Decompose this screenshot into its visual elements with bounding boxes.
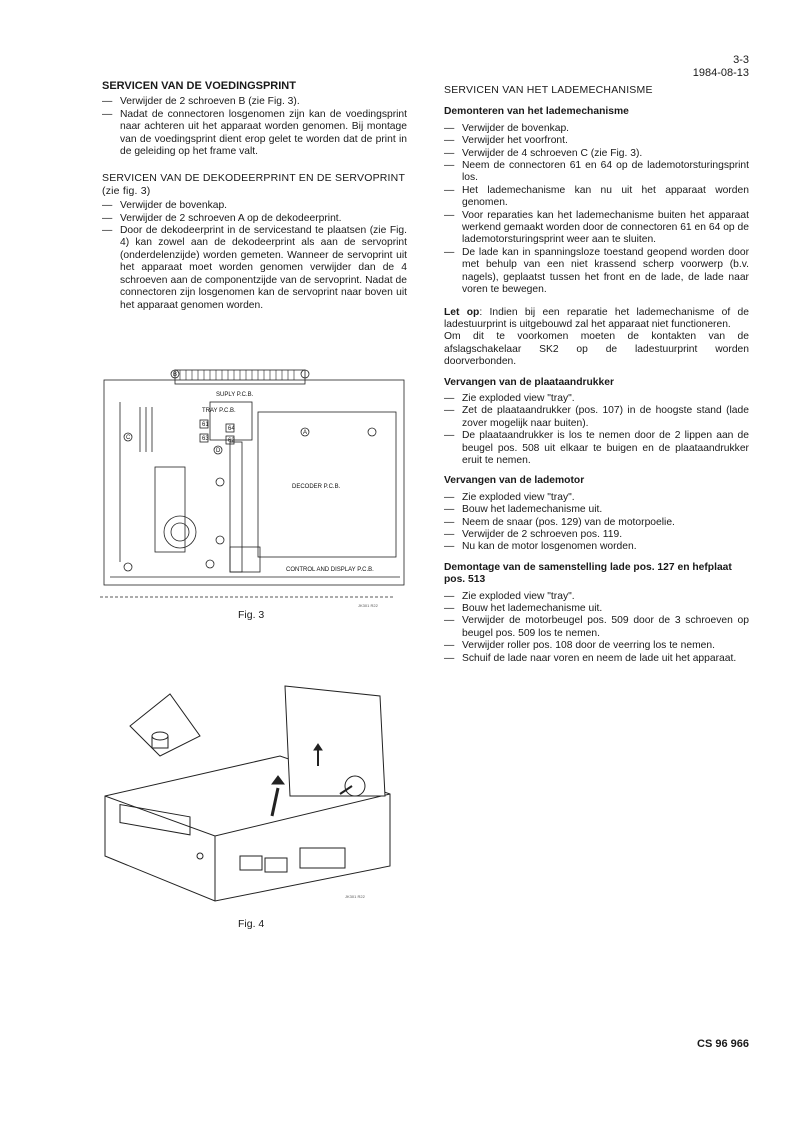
let-op-label: Let op [444,306,480,318]
screw-c-label: C [126,435,131,441]
list-item: — Neem de snaar (pos. 129) van de motorpoelie. [444,517,749,529]
supply-pcb-label: SUPLY P.C.B. [216,392,254,398]
figure-3-caption: Fig. 3 [238,609,265,621]
demonteren-list [444,123,749,297]
plaataandrukker-list [444,393,749,467]
voedingsprint-list [102,96,407,158]
figure-3-diagram [100,362,412,612]
let-op-text-2: Om dit te voorkomen moeten de kontakten van de afslagschakelaar SK2 op de ladestuurprint worden doorverbonden. [444,331,749,368]
figure-3-code: JK301 R22 [358,603,378,608]
connector-63-label: 63 [202,436,209,442]
right-column [444,84,749,669]
list-item: — De plaataandrukker is los te nemen door de 2 lippen aan de beugel pos. 508 uit elkaar te buigen en de plaataandrukker eruit te nemen. [444,430,749,467]
list-item: — Neem de connectoren 61 en 64 op de lademotorsturingsprint los. [444,160,749,185]
screw-b-label: B [173,372,178,378]
list-item: — Verwijder roller pos. 108 door de veerring los te nemen. [444,640,749,652]
connector-64-label: 64 [228,426,235,432]
list-item: — Verwijder de bovenkap. [444,123,749,135]
connector-62-label: 62 [228,438,235,444]
list-item: — Het lademechanisme kan nu uit het apparaat worden genomen. [444,185,749,210]
page-header [693,54,749,80]
lademotor-list [444,492,749,554]
connector-61-label: 61 [202,422,209,428]
document-code: CS 96 966 [697,1038,749,1050]
figure-4-diagram [100,676,400,906]
control-display-pcb-label: CONTROL AND DISPLAY P.C.B. [286,567,374,573]
list-item: — Verwijder de 4 schroeven C (zie Fig. 3). [444,148,749,160]
list-item: — Verwijder de motorbeugel pos. 509 door de 3 schroeven op beugel pos. 509 los te nemen. [444,615,749,640]
screw-d-label: D [216,448,221,454]
left-column [102,80,407,316]
tray-pcb-label: TRAY P.C.B. [202,408,236,414]
lademotor-heading: Vervangen van de lademotor [444,475,585,487]
list-item: — De lade kan in spanningsloze toestand geopend worden door met behulp van een niet krassend scherp voorwerp (b.v. nagels), geplaatst tussen het front en de lade, de lade naar voren te bewegen. [444,247,749,297]
list-item: — Verwijder de 2 schroeven B (zie Fig. 3). [102,96,407,108]
list-item: — Zie exploded view "tray". [444,591,749,603]
list-item: — Door de dekodeerprint in de servicestand te plaatsen (zie Fig. 4) kan zowel aan de dekodeerprint als aan de servoprint (onderdelenzijde) worden gemeten. Wanneer de servoprint uit het apparaat moet worden genomen verwijder dan de 4 schroeven aan de componentzijde van de servoprint. Nadat de connectoren zijn losgenomen kan de servoprint naar boven uit het apparaat genomen worden. [102,225,407,312]
list-item: — Nu kan de motor losgenomen worden. [444,541,749,553]
list-item: — Bouw het lademechanisme uit. [444,603,749,615]
list-item: — Schuif de lade naar voren en neem de lade uit het apparaat. [444,653,749,665]
voedingsprint-heading: SERVICEN VAN DE VOEDINGSPRINT [102,80,296,92]
figure-4-code: JK301 R22 [345,894,365,899]
list-item: — Voor reparaties kan het lademechanisme buiten het apparaat werkend gemaakt worden door de connectoren 61 en 64 op de lademotorsturingsprint weer aan te sluiten. [444,210,749,247]
list-item: — Verwijder de 2 schroeven pos. 119. [444,529,749,541]
list-item: — Verwijder de bovenkap. [102,200,407,212]
page-number: 3-3 [733,54,749,66]
lademechanisme-heading: SERVICEN VAN HET LADEMECHANISME [444,84,653,96]
list-item: — Zie exploded view "tray". [444,393,749,405]
page-date: 1984-08-13 [692,67,749,79]
list-item: — Bouw het lademechanisme uit. [444,504,749,516]
list-item: — Verwijder de 2 schroeven A op de dekodeerprint. [102,213,407,225]
figure-4-caption: Fig. 4 [238,918,265,930]
plaataandrukker-heading: Vervangen van de plaataandrukker [444,376,614,388]
let-op-note [444,307,749,332]
dekodeerprint-heading: SERVICEN VAN DE DEKODEERPRINT EN DE SERVOPRINT (zie fig. 3) [102,172,405,197]
demonteren-heading: Demonteren van het lademechanisme [444,106,629,118]
list-item: — Nadat de connectoren losgenomen zijn kan de voedingsprint naar achteren uit het apparaat worden genomen. Bij montage van de voedingsprint dient erop gelet te worden dat de print in de geleiding op het frame valt. [102,109,407,159]
screw-a-label: A [303,430,308,436]
dekodeerprint-list [102,200,407,312]
list-item: — Verwijder het voorfront. [444,135,749,147]
decoder-pcb-label: DECODER P.C.B. [292,484,341,490]
list-item: — Zet de plaataandrukker (pos. 107) in de hoogste stand (lade zover mogelijk naar buiten). [444,405,749,430]
let-op-text: : Indien bij een reparatie het lademechanisme of de ladestuurprint is uitgebouwd zal het apparaat niet functioneren. [444,306,750,330]
list-item: — Zie exploded view "tray". [444,492,749,504]
samenstelling-list [444,591,749,665]
samenstelling-heading: Demontage van de samenstelling lade pos. 127 en hefplaat pos. 513 [444,561,732,586]
